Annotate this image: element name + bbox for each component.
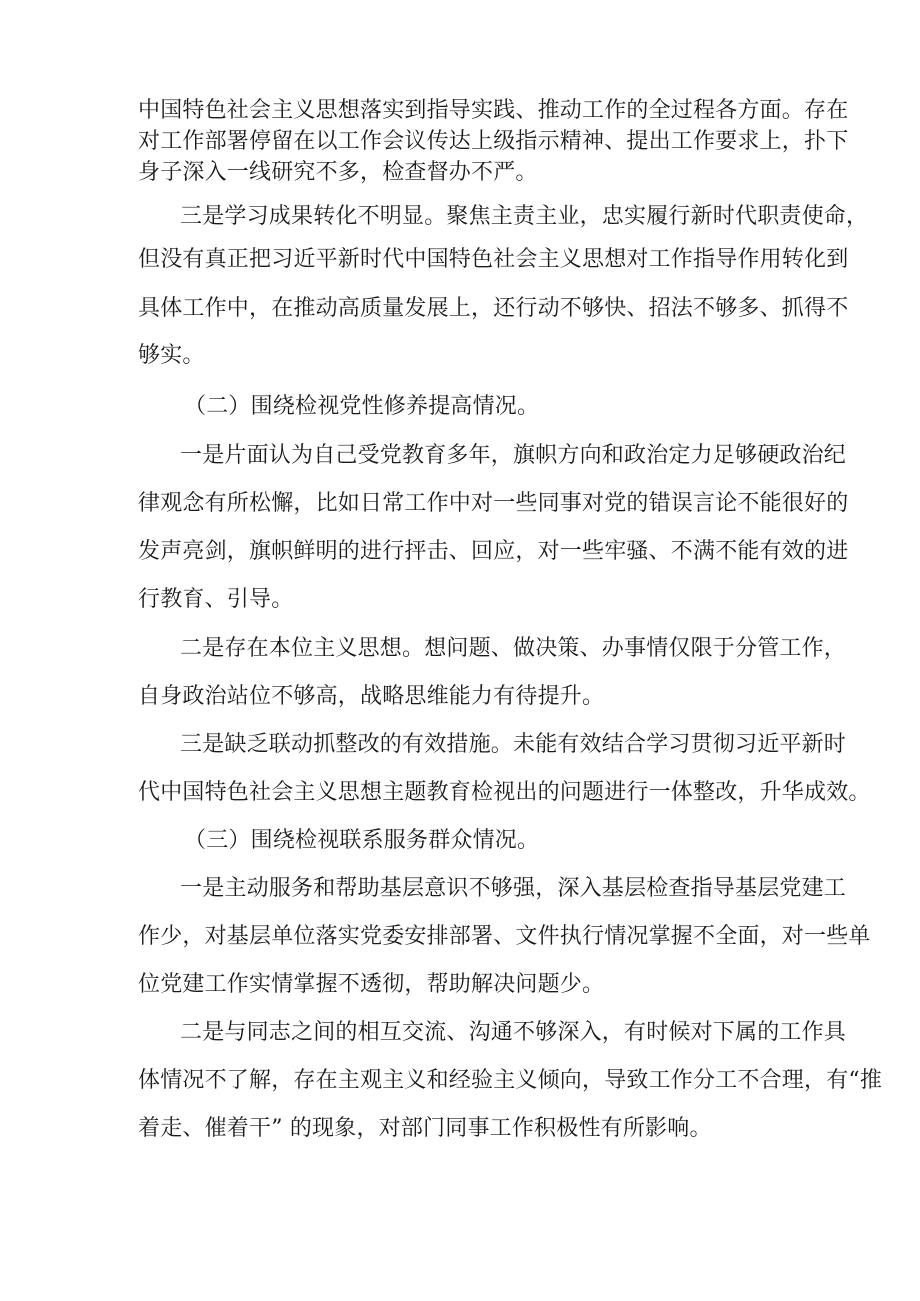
section-heading: （二）围绕检视党性修养提高情况。 [184,394,540,419]
body-text-line: 体情况不了解，存在主观主义和经验主义倾向，导致工作分工不合理，有“推 [138,1068,883,1093]
section-heading: （三）围绕检视联系服务群众情况。 [184,828,540,853]
body-text-line: 三是缺乏联动抓整改的有效措施。未能有效结合学习贯彻习近平新时 [180,732,847,757]
body-text-line: 作少，对基层单位落实党委安排部署、文件执行情况掌握不全面，对一些单 [138,924,871,949]
body-text-line: 自身政治站位不够高，战略思维能力有待提升。 [138,684,605,709]
body-text-line: 代中国特色社会主义思想主题教育检视出的问题进行一体整改，升华成效。 [138,780,871,805]
body-text-line: 一是片面认为自己受党教育多年，旗帜方向和政治定力足够硬政治纪 [180,443,847,468]
body-text-line: 一是主动服务和帮助基层意识不够强，深入基层检查指导基层党建工 [180,876,847,901]
body-text-line: 中国特色社会主义思想落实到指导实践、推动工作的全过程各方面。存在 [138,98,849,123]
body-text-line: 律观念有所松懈，比如日常工作中对一些同事对党的错误言论不能很好的 [138,491,849,516]
body-text-line: 二是与同志之间的相互交流、沟通不够深入，有时候对下属的工作具 [180,1020,847,1045]
body-text-line: 身子深入一线研究不多，检查督办不严。 [138,160,538,185]
body-text-line: 但没有真正把习近平新时代中国特色社会主义思想对工作指导作用转化到 [138,247,849,272]
body-text-line: 具体工作中，在推动高质量发展上，还行动不够快、招法不够多、抓得不 [138,296,849,321]
body-text-line: 对工作部署停留在以工作会议传达上级指示精神、提出工作要求上，扑下 [138,129,849,154]
body-text-line: 二是存在本位主义思想。想问题、做决策、办事情仅限于分管工作， [180,636,847,661]
body-text-line: 位党建工作实情掌握不透彻，帮助解决问题少。 [138,972,605,997]
body-text-line: 三是学习成果转化不明显。聚焦主责主业，忠实履行新时代职责使命， [180,204,869,229]
body-text-line: 够实。 [138,343,205,368]
body-text-line: 行教育、引导。 [138,587,294,612]
body-text-line: 发声亮剑，旗帜鲜明的进行抨击、回应，对一些牢骚、不满不能有效的进 [138,539,849,564]
body-text-line: 着走、催着干” 的现象，对部门同事工作积极性有所影响。 [138,1116,712,1141]
